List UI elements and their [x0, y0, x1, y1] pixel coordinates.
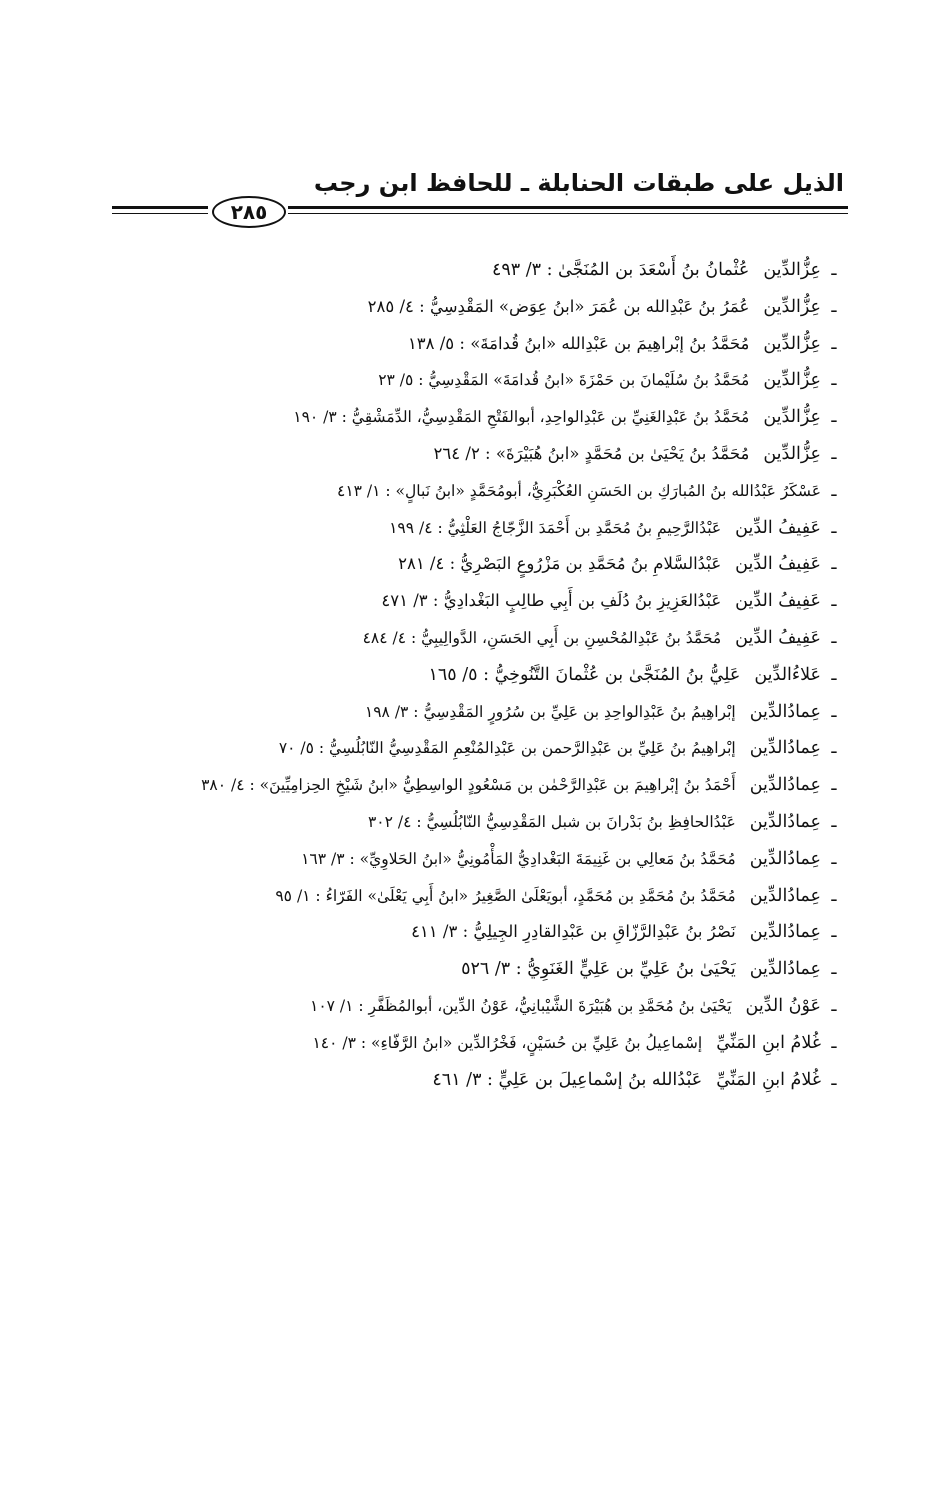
entry-dash: ـ: [831, 811, 837, 832]
running-title: الذيل على طبقات الحنابلة ـ للحافظ ابن رجب: [313, 169, 844, 197]
entry-name-reference: إبْراهِيمُ بنُ عَلِيِّ بن عَبْدِالرَّحمن بن عَبْدِالمُنْعِمِ المَقْدِسِيُّ النّابُلُسِيُّ : ٥/ ٧٠: [278, 739, 736, 758]
entry-dash: ـ: [831, 701, 837, 722]
header-rule-left-thin: [112, 213, 208, 214]
entry-laqab: عِزُّالدِّين: [763, 407, 821, 428]
entry-dash: ـ: [831, 370, 837, 391]
page-number-badge: ٢٨٥: [212, 196, 286, 228]
entry-laqab: عِمادُالدِّين: [749, 811, 821, 832]
entry-laqab: عِمادُالدِّين: [749, 848, 821, 869]
entry-dash: ـ: [831, 591, 837, 612]
index-entry: [147, 510, 847, 547]
entry-laqab: عِزُّالدِّين: [763, 296, 821, 317]
entry-dash: ـ: [831, 1032, 837, 1053]
entry-laqab: عِزُّالدِّين: [763, 333, 821, 354]
index-entry: [147, 252, 847, 289]
entry-dash: ـ: [831, 885, 837, 906]
entry-name-reference: عُثْمانُ بنُ أَسْعَدَ بن المُنَجَّىٰ : ٣/ ٤٩٣: [491, 260, 750, 280]
entry-laqab: غُلامُ ابنِ المَنِّيِّ: [716, 1069, 821, 1090]
index-entry: [147, 546, 847, 583]
entry-laqab: عِمادُالدِّين: [749, 922, 821, 943]
entry-laqab: عِزُّالدِّين: [763, 370, 821, 391]
index-entry: [147, 620, 847, 657]
entry-dash: ـ: [831, 480, 837, 501]
index-entry: [147, 878, 847, 915]
index-entry: [147, 988, 847, 1025]
entry-laqab: عَفِيفُ الدِّين: [735, 627, 821, 648]
entry-dash: ـ: [831, 738, 837, 759]
entry-laqab: عِزُّالدِّين: [763, 260, 821, 280]
entry-dash: ـ: [831, 333, 837, 354]
index-entry: [147, 914, 847, 951]
index-entry: [147, 399, 847, 436]
entry-name-reference: نَصْرُ بنُ عَبْدِالرَّزّاقِ بن عَبْدِالقادِرِ الجِيلِيُّ : ٣/ ٤١١: [411, 922, 736, 942]
page-header: [112, 166, 848, 238]
index-entry: [147, 1025, 847, 1062]
entry-laqab: عِمادُالدِّين: [749, 885, 821, 906]
entry-dash: ـ: [831, 296, 837, 317]
entry-laqab: عَوْنُ الدِّين: [745, 995, 821, 1016]
entry-dash: ـ: [831, 922, 837, 943]
index-entry: [147, 362, 847, 399]
index-entry: [147, 657, 847, 694]
entry-dash: ـ: [831, 995, 837, 1016]
entry-name-reference: يَحْيَىٰ بنُ عَلِيِّ بن عَلِيٍّ الغَنَوِيُّ : ٣/ ٥٢٦: [461, 959, 736, 980]
entry-laqab: عِمادُالدِّين: [749, 959, 821, 980]
entry-dash: ـ: [831, 407, 837, 428]
entry-dash: ـ: [831, 664, 837, 685]
entry-name-reference: يَحْيَىٰ بنُ مُحَمَّدِ بن هُبَيْرَةَ الشَّيْبانِيُّ، عَوْنُ الدِّين، أبوالمُظَفَّرِ : ١/ ١٠٧: [310, 996, 732, 1015]
index-entry: [147, 473, 847, 510]
entry-dash: ـ: [831, 517, 837, 538]
index-entry: [147, 436, 847, 473]
entry-name-reference: عُمَرُ بنُ عَبْدِالله بن عُمَرَ «ابنُ عِوَض» المَقْدِسِيُّ : ٤/ ٢٨٥: [367, 296, 750, 316]
index-entry: [147, 1062, 847, 1099]
index-entry: [147, 804, 847, 841]
entry-dash: ـ: [831, 959, 837, 980]
entry-laqab: عَفِيفُ الدِّين: [735, 517, 821, 538]
index-entry: [147, 583, 847, 620]
entry-dash: ـ: [831, 627, 837, 648]
index-entry: [147, 951, 847, 988]
entry-laqab: عَفِيفُ الدِّين: [735, 554, 821, 575]
entry-dash: ـ: [831, 443, 837, 464]
entry-dash: ـ: [831, 1069, 837, 1090]
index-entry: [147, 730, 847, 767]
entry-name-reference: عَبْدُالعَزِيزِ بنُ دُلَفِ بن أَبِي طالِبٍ البَغْدادِيُّ : ٣/ ٤٧١: [381, 591, 722, 611]
index-entry: [147, 767, 847, 804]
entry-name-reference: عَلِيُّ بنُ المُنَجَّىٰ بن عُثْمانَ التَّنُوخِيُّ : ٥/ ١٦٥: [428, 664, 741, 685]
entry-name-reference: أَحْمَدُ بنُ إبْراهِيمَ بن عَبْدِالرَّحْمٰن بن مَسْعُودٍ الواسِطِيُّ «ابنُ شَيْخِ الحِزامِيِّينَ» : ٤/ ٣٨٠: [201, 776, 736, 795]
entry-laqab: عَفِيفُ الدِّين: [735, 591, 821, 612]
entry-name-reference: مُحَمَّدُ بنُ سُلَيْمانَ بن حَمْزَةَ «ابنُ قُدامَةَ» المَقْدِسِيُّ : ٥/ ٢٣: [378, 371, 750, 390]
entry-name-reference: عَبْدُالرَّحِيمِ بنُ مُحَمَّدِ بن أَحْمَدَ الزَّجّاجُ العَلْثِيُّ : ٤/ ١٩٩: [389, 518, 722, 537]
entry-name-reference: مُحَمَّدُ بنُ يَحْيَىٰ بن مُحَمَّدٍ «ابنُ هُبَيْرَةَ» : ٢/ ٢٦٤: [433, 443, 750, 463]
entry-name-reference: عَبْدُالسَّلامِ بنُ مُحَمَّدِ بن مَزْرُوعٍ البَصْرِيُّ : ٤/ ٢٨١: [398, 554, 722, 574]
entry-laqab: عِزُّالدِّين: [763, 443, 821, 464]
entry-laqab: غُلامُ ابنِ المَنِّيِّ: [716, 1032, 821, 1053]
entry-name-reference: مُحَمَّدُ بنُ مَعالِي بن غَنِيمَةَ البَغْدادِيُّ المَأْمُونِيُّ «ابنُ الحَلاوِيِّ» : ٣/ ١٦٣: [301, 849, 736, 868]
entry-name-reference: إبْراهِيمُ بنُ عَبْدِالواحِدِ بن عَلِيِّ بن سُرُورٍ المَقْدِسِيُّ : ٣/ ١٩٨: [364, 702, 736, 721]
entry-dash: ـ: [831, 775, 837, 796]
entry-dash: ـ: [831, 848, 837, 869]
index-entry: [147, 694, 847, 731]
entry-name-reference: عَسْكَرُ عَبْدُالله بنُ المُبارَكِ بن الحَسَنِ العُكْبَرِيُّ، أبومُحَمَّدٍ «ابنُ نَبالٍ» : ١/ ٤١٣: [337, 481, 821, 500]
index-entry: [147, 289, 847, 326]
index-entry-list: [147, 252, 847, 1098]
entry-laqab: عِمادُالدِّين: [749, 738, 821, 759]
entry-laqab: عَلاءُالدِّين: [754, 664, 821, 685]
entry-laqab: عِمادُالدِّين: [749, 775, 821, 796]
entry-name-reference: مُحَمَّدُ بنُ مُحَمَّدِ بن مُحَمَّدٍ، أبويَعْلَىٰ الصَّغِيرُ «ابنُ أَبِي يَعْلَىٰ» الفَرّاءُ : ١/ ٩٥: [275, 886, 736, 905]
entry-laqab: عِمادُالدِّين: [749, 701, 821, 722]
index-entry: [147, 326, 847, 363]
entry-dash: ـ: [831, 260, 837, 280]
entry-name-reference: مُحَمَّدُ بنُ عَبْدِالغَنِيِّ بن عَبْدِالواحِدِ، أبوالفَتْحِ المَقْدِسِيُّ، الدِّمَشْقِيُّ : ٣/ ١٩٠: [293, 408, 750, 427]
entry-dash: ـ: [831, 554, 837, 575]
entry-name-reference: إسْماعِيلُ بنُ عَلِيِّ بن حُسَيْنٍ، فَخْرُالدِّين «ابنُ الرَّفّاءِ» : ٣/ ١٤٠: [312, 1033, 703, 1052]
entry-name-reference: مُحَمَّدُ بنُ إبْراهِيمَ بن عَبْدِالله «ابنُ قُدامَةَ» : ٥/ ١٣٨: [407, 333, 750, 353]
header-rule-right-thin: [288, 213, 848, 214]
entry-name-reference: عَبْدُالحافِظِ بنُ بَدْرانَ بن شبل المَقْدِسِيُّ النّابُلُسِيُّ : ٤/ ٣٠٢: [367, 812, 736, 831]
entry-name-reference: عَبْدُالله بنُ إسْماعِيلَ بن عَلِيٍّ : ٣/ ٤٦١: [432, 1069, 703, 1090]
index-entry: [147, 841, 847, 878]
entry-name-reference: مُحَمَّدُ بنُ عَبْدِالمُحْسِنِ بن أَبِي الحَسَنِ، الدَّوالِيبِيُّ : ٤/ ٤٨٤: [362, 628, 722, 647]
